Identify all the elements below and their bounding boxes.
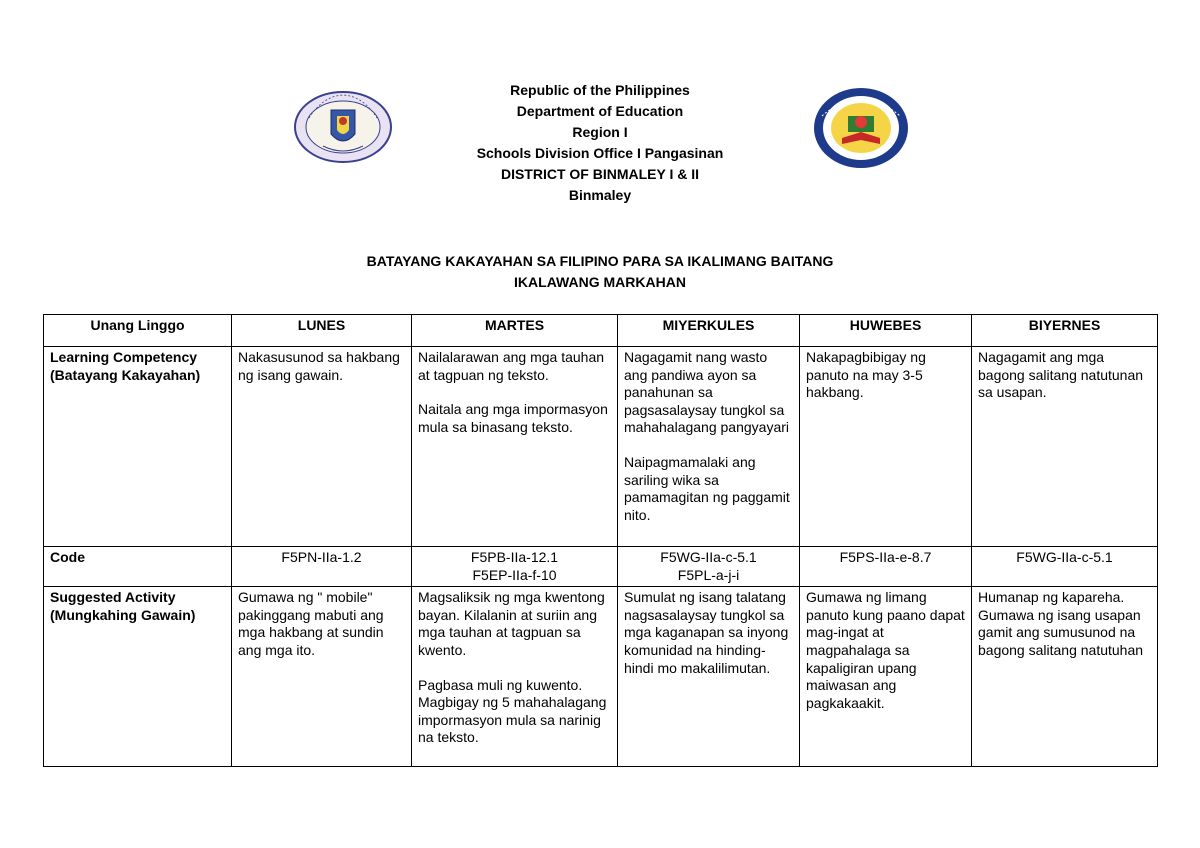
cell-code-miyerkules	[618, 547, 800, 587]
cell-code-martes	[412, 547, 618, 587]
activity-label: Suggested Activity	[50, 589, 176, 606]
title-line2: IKALAWANG MARKAHAN	[514, 274, 686, 290]
competency-miyerkules-b: Naipagmamalaki ang sariling wika sa pamamagitan ng paggamit nito.	[624, 453, 790, 523]
letterhead	[0, 80, 1200, 206]
cell-competency-biyernes: Nagagamit ang mga bagong salitang natutunan sa usapan.	[972, 347, 1158, 547]
table-row-code	[44, 547, 1158, 587]
table-row-competency	[44, 347, 1158, 547]
competency-martes-b: Naitala ang mga impormasyon mula sa binasang teksto.	[418, 401, 608, 435]
competency-miyerkules-a: Nagagamit nang wasto ang pandiwa ayon sa panahunan sa pagsasalaysay tungkol sa mahahalagang pangyayari	[624, 349, 790, 436]
activity-martes-a: Magsaliksik ng mga kwentong bayan. Kilalanin at suriin ang mga tauhan at tagpuan sa kwento.	[418, 589, 605, 658]
cell-activity-martes	[412, 587, 618, 767]
header-biyernes: BIYERNES	[972, 315, 1158, 347]
cell-code-biyernes: F5WG-IIa-c-5.1	[972, 547, 1158, 587]
header-division: Schools Division Office I Pangasinan	[476, 145, 724, 161]
cell-competency-huwebes: Nakapagbibigay ng panuto na may 3-5 hakbang.	[800, 347, 972, 547]
code-miyerkules-b: F5PL-a-j-i	[677, 566, 740, 583]
header-lunes: LUNES	[232, 315, 412, 347]
cell-competency-miyerkules	[618, 347, 800, 547]
document-title	[0, 251, 1200, 293]
activity-martes-b: Pagbasa muli ng kuwento. Magbigay ng 5 mahahalagang impormasyon mula sa narinig na teksto.	[418, 676, 607, 746]
title-line1: BATAYANG KAKAYAHAN SA FILIPINO PARA SA IKALIMANG BAITANG	[366, 253, 834, 269]
competency-label: Learning Competency	[50, 349, 198, 365]
table-row-activity	[44, 587, 1158, 767]
cell-code-lunes: F5PN-IIa-1.2	[232, 547, 412, 587]
header-region: Region I	[572, 124, 628, 140]
header-republic: Republic of the Philippines	[510, 82, 690, 98]
competency-martes-a: Nailalarawan ang mga tauhan at tagpuan ng teksto.	[418, 349, 605, 383]
header-week: Unang Linggo	[44, 315, 232, 347]
row-label-code: Code	[44, 547, 232, 587]
cell-activity-miyerkules: Sumulat ng isang talatang nagsasalaysay tungkol sa mga kaganapan sa inyong komunidad na hinding- hindi mo makalilimutan.	[618, 587, 800, 767]
header-huwebes: HUWEBES	[800, 315, 972, 347]
code-miyerkules-a: F5WG-IIa-c-5.1	[660, 549, 757, 565]
row-label-competency	[44, 347, 232, 547]
competency-label-filipino: (Batayang Kakayahan)	[50, 366, 201, 383]
row-label-activity	[44, 587, 232, 767]
header-municipality: Binmaley	[568, 187, 632, 203]
code-martes-a: F5PB-IIa-12.1	[470, 549, 559, 565]
header-miyerkules: MIYERKULES	[618, 315, 800, 347]
cell-competency-martes	[412, 347, 618, 547]
cell-activity-huwebes: Gumawa ng limang panuto kung paano dapat mag-ingat at magpahalaga sa kapaligiran upang maiwasan ang pagkakaakit.	[800, 587, 972, 767]
cell-code-huwebes: F5PS-IIa-e-8.7	[800, 547, 972, 587]
cell-activity-biyernes: Humanap ng kapareha. Gumawa ng isang usapan gamit ang sumusunod na bagong salitang natutuhan	[972, 587, 1158, 767]
cell-activity-lunes: Gumawa ng " mobile" pakinggang mabuti ang mga hakbang at sundin ang mga ito.	[232, 587, 412, 767]
header-district: DISTRICT OF BINMALEY I & II	[500, 166, 700, 182]
competency-table	[43, 314, 1158, 767]
code-martes-b: F5EP-IIa-f-10	[472, 566, 557, 583]
header-department: Department of Education	[516, 103, 684, 119]
cell-competency-lunes: Nakasusunod sa hakbang ng isang gawain.	[232, 347, 412, 547]
table-header-row	[44, 315, 1158, 347]
header-martes: MARTES	[412, 315, 618, 347]
activity-label-filipino: (Mungkahing Gawain)	[50, 606, 196, 623]
